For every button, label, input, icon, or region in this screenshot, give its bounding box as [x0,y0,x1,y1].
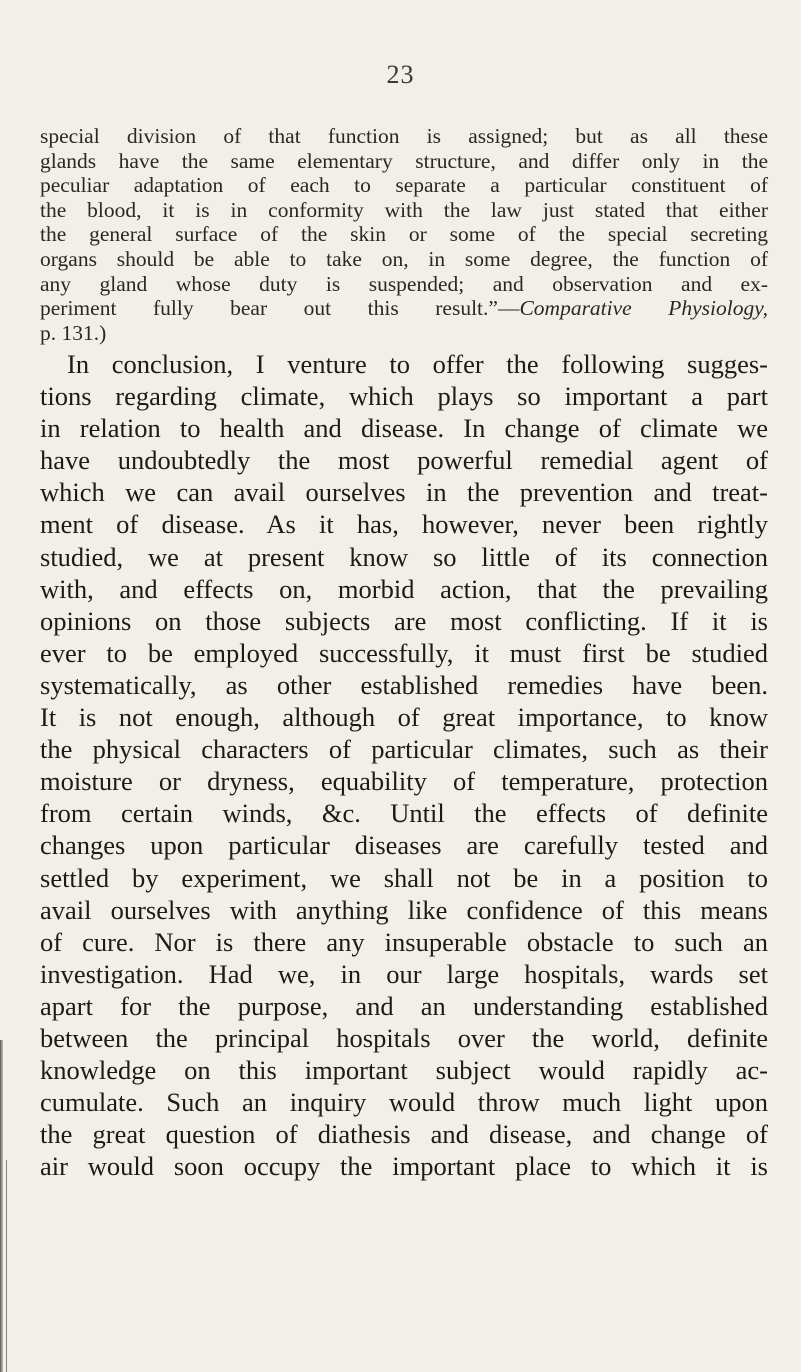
body-line: investigation. Had we, in our large hospitals, wards set [40,958,768,989]
quote-line: the general surface of the skin or some of the special secreting [40,222,768,247]
body-line: between the principal hospitals over the world, definite [40,1022,768,1053]
body-line: from certain winds, &c. Until the effects of definite [40,798,768,829]
body-line: knowledge on this important subject would rapidly ac- [40,1055,768,1086]
body-line: moisture or dryness, equability of temperature, protection [40,766,768,797]
body-line: tions regarding climate, which plays so important a part [40,381,768,412]
body-line: air would soon occupy the important place to which it is [40,1151,768,1182]
body-line: with, and effects on, morbid action, that the prevailing [40,573,768,604]
quoted-passage [40,124,768,345]
body-line: studied, we at present know so little of its connection [40,541,768,572]
body-line: which we can avail ourselves in the prevention and treat- [40,477,768,508]
body-line: have undoubtedly the most powerful remedial agent of [40,445,768,476]
quote-line: organs should be able to take on, in some degree, the function of [40,246,768,271]
quote-line: the blood, it is in conformity with the law just stated that either [40,197,768,222]
body-line: apart for the purpose, and an understanding established [40,990,768,1021]
body-line: settled by experiment, we shall not be in a position to [40,862,768,893]
body-line: opinions on those subjects are most conflicting. If it is [40,605,768,636]
body-line: in relation to health and disease. In change of climate we [40,413,768,444]
body-line: systematically, as other established remedies have been. [40,669,768,700]
page-number: 23 [386,60,415,89]
quote-line-text: periment fully bear out this result.”— [40,296,520,321]
body-line: the great question of diathesis and disease, and change of [40,1119,768,1150]
quote-line-with-citation [40,296,768,321]
quote-line: glands have the same elementary structure, and differ only in the [40,148,768,173]
body-paragraph [40,348,768,1182]
body-line: In conclusion, I venture to offer the following sugges- [67,349,768,379]
body-line: It is not enough, although of great importance, to know [40,702,768,733]
binding-shadow [0,1040,3,1372]
binding-line [6,1160,7,1372]
quote-line: peculiar adaptation of each to separate a particular constituent of [40,173,768,198]
body-line: changes upon particular diseases are carefully tested and [40,830,768,861]
quote-line: any gland whose duty is suspended; and observation and ex- [40,271,768,296]
body-line: of cure. Nor is there any insuperable obstacle to such an [40,926,768,957]
body-line: avail ourselves with anything like confidence of this means [40,894,768,925]
quote-last-line: p. 131.) [40,320,107,345]
body-line: cumulate. Such an inquiry would throw much light upon [40,1087,768,1118]
citation-title: Comparative Physiology, [519,296,768,321]
body-line: the physical characters of particular climates, such as their [40,734,768,765]
body-line: ment of disease. As it has, however, never been rightly [40,509,768,540]
quote-line: special division of that function is assigned; but as all these [40,124,768,148]
body-line: ever to be employed successfully, it must first be studied [40,637,768,668]
